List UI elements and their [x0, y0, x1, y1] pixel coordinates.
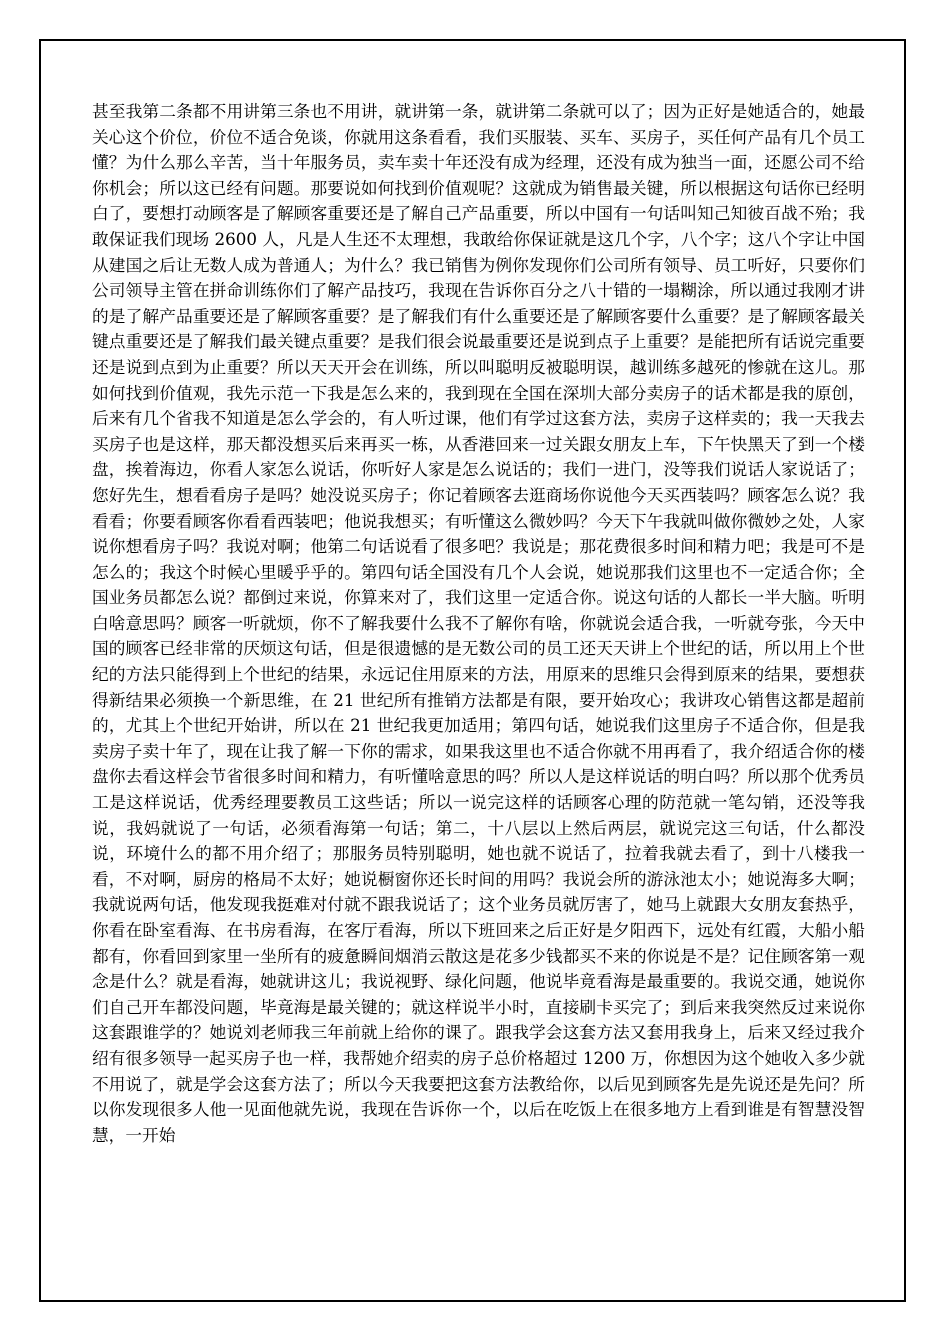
body-paragraph: 甚至我第二条都不用讲第三条也不用讲，就讲第一条，就讲第二条就可以了；因为正好是她适合的，她最关心这个价位，价位不适合免谈，你就用这条看看，我们买服装、买车、买房子，买任何产品有几个员工懂？为什么那么辛苦，当十年服务员，卖车卖十年还没有成为经理，还没有成为独当一面，还愿公司不给你机会；所以这已经有问题。那要说如何找到价值观呢？这就成为销售最关键，所以根据这句话你已经明白了，要想打动顾客是了解顾客重要还是了解自己产品重要，所以中国有一句话叫知己知彼百战不殆；我敢保证我们现场 2600 人，凡是人生还不太理想，我敢给你保证就是这几个字，八个字；这八个字让中国从建国之后让无数人成为普通人；为什么？我已销售为例你发现你们公司所有领导、员工听好，只要你们公司领导主管在拼命训练你们了解产品技巧，我现在告诉你百分之八十错的一塌糊涂，所以通过我刚才讲的是了解产品重要还是了解顾客重要？是了解我们有什么重要还是了解顾客要什么重要？是了解顾客最关键点重要还是了解我们最关键点重要？是我们很会说最重要还是说到点子上重要？是能把所有话说完重要还是说到点到为止重要？所以天天开会在训练，所以叫聪明反被聪明误，越训练多越死的惨就在这儿。那如何找到价值观，我先示范一下我是怎么来的，我到现在全国在深圳大部分卖房子的话术都是我的原创，后来有几个省我不知道是怎么学会的，有人听过课，他们有学过这套方法，卖房子这样卖的；我一天我去买房子也是这样，那天都没想买后来再买一栋，从香港回来一过关跟女朋友上车，下午快黑天了到一个楼盘，挨着海边，你看人家怎么说话，你听好人家是怎么说话的；我们一进门，没等我们说话人家说话了；您好先生，想看看房子是吗？她没说买房子；你记着顾客去逛商场你说他今天买西装吗？顾客怎么说？我看看；你要看顾客你看看西装吧；他说我想买；有听懂这么微妙吗？今天下午我就叫做你微妙之处，人家说你想看房子吗？我说对啊；他第二句话说看了很多吧？我说是；那花费很多时间和精力吧；我是可不是怎么的；我这个时候心里暖乎乎的。第四句话全国没有几个人会说，她说那我们这里也不一定适合你；全国业务员都怎么说？都倒过来说，你算来对了，我们这里一定适合你。说这句话的人都长一半大脑。听明白啥意思吗？顾客一听就烦，你不了解我要什么我不了解你有啥，你就说会适合我，一听就夸张，今天中国的顾客已经非常的厌烦这句话，但是很遗憾的是无数公司的员工还天天讲上个世纪的话，所以用上个世纪的方法只能得到上个世纪的结果，永远记住用原来的方法，用原来的思维只会得到原来的结果，要想获得新结果必须换一个新思维，在 21 世纪所有推销方法都是有限，要开始攻心；我讲攻心销售这都是超前的，尤其上个世纪开始讲，所以在 21 世纪我更加适用；第四句话，她说我们这里房子不适合你，但是我卖房子卖十年了，现在让我了解一下你的需求，如果我这里也不适合你就不用再看了，我介绍适合你的楼盘你去看这样会节省很多时间和精力，有听懂啥意思的吗？所以人是这样说话的明白吗？所以那个优秀员工是这样说话，优秀经理要教员工这些话；所以一说完这样的话顾客心理的防范就一笔勾销，还没等我说，我妈就说了一句话，必须看海第一句话；第二，十八层以上然后两层，就说完这三句话，什么都没说，环境什么的都不用介绍了；那服务员特别聪明，她也就不说话了，拉着我就去看了，到十八楼我一看，不对啊，厨房的格局不太好；她说橱窗你还长时间的用吗？我说会所的游泳池太小；她说海多大啊；我就说两句话，他发现我挺难对付就不跟我说话了；这个业务员就厉害了，她马上就跟大女朋友套热乎，你看在卧室看海、在书房看海，在客厅看海，所以下班回来之后正好是夕阳西下，远处有红霞，大船小船都有，你看回到家里一坐所有的疲惫瞬间烟消云散这是花多少钱都买不来的你说是不是？记住顾客第一观念是什么？就是看海，她就讲这儿；我说视野、绿化问题，他说毕竟看海是最重要的。我说交通，她说你们自己开车都没问题，毕竟海是最关键的；就这样说半小时，直接刷卡买完了；到后来我突然反过来说你这套跟谁学的？她说刘老师我三年前就上给你的课了。跟我学会这套方法又套用我身上，后来又经过我介绍有很多领导一起买房子也一样，我帮她介绍卖的房子总价格超过 1200 万，你想因为这个她收入多少就不用说了，就是学会这套方法了；所以今天我要把这套方法教给你，以后见到顾客先是先说还是先问？所以你发现很多人他一见面他就先说，我现在告诉你一个，以后在吃饭上在很多地方上看到谁是有智慧没智慧，一开始: [92, 101, 865, 1145]
